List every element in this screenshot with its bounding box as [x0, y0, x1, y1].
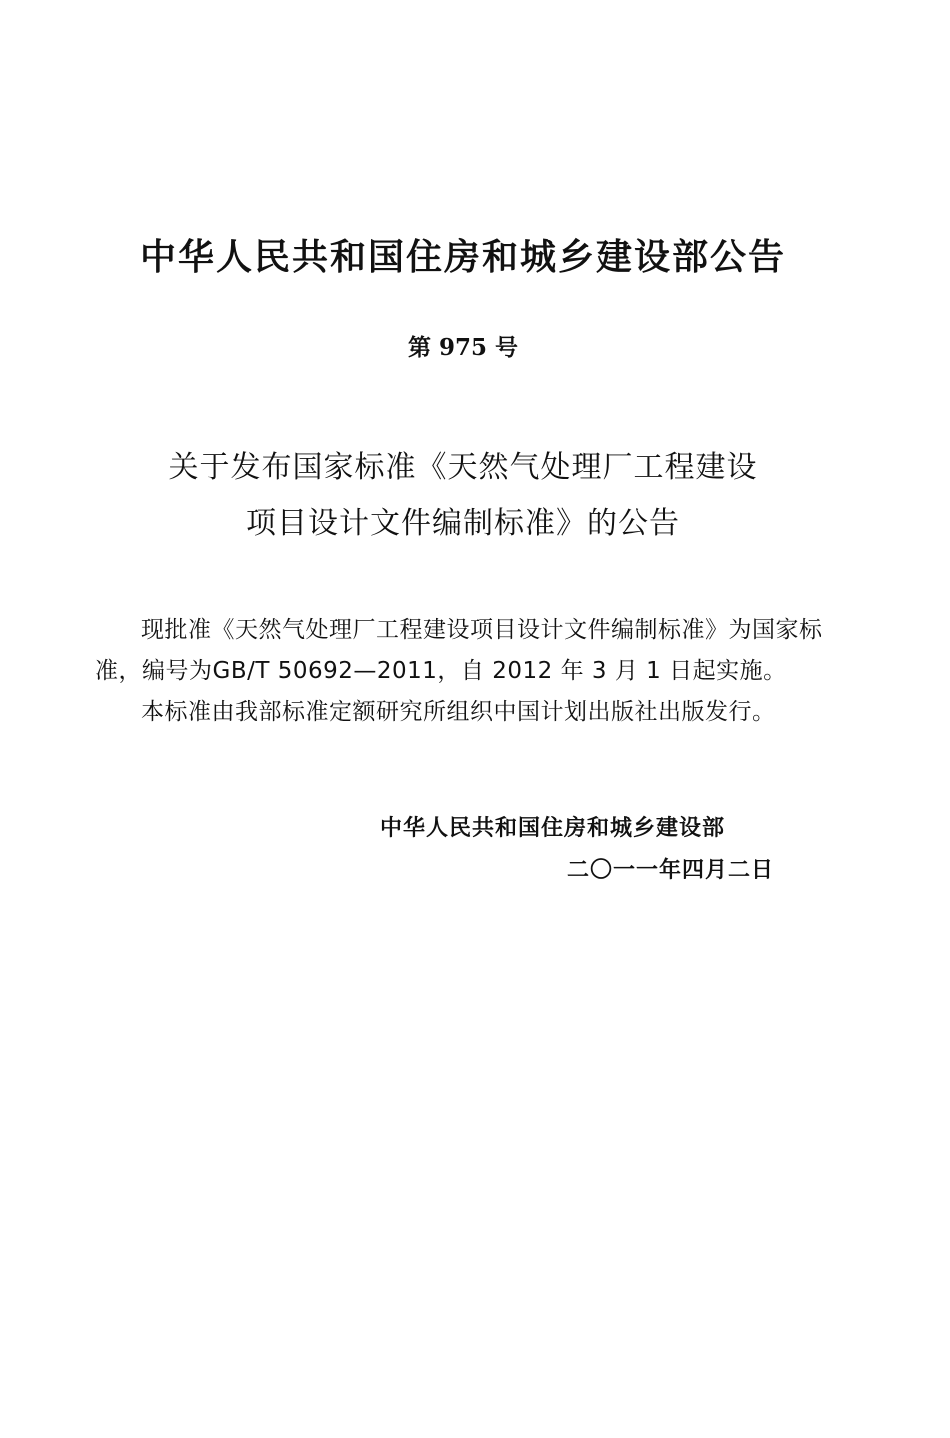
ministry-announcement-title: 中华人民共和国住房和城乡建设部公告: [139, 237, 786, 278]
announcement-subject: [0, 440, 926, 552]
issue-date: 二〇一一年四月二日: [566, 858, 774, 883]
subject-line-1: 关于发布国家标准《天然气处理厂工程建设: [168, 450, 758, 485]
body-paragraph-approval: 现批准《天然气处理厂工程建设项目设计文件编制标准》为国家标准，编号为GB/T 50692—2011，自 2012 年 3 月 1 日起实施。: [95, 617, 823, 684]
signature-block: [380, 808, 780, 892]
notice-number: 第 975 号: [407, 334, 519, 361]
subject-line-2: 项目设计文件编制标准》的公告: [246, 506, 680, 541]
announcement-body: [95, 610, 835, 733]
issuing-organization: 中华人民共和国住房和城乡建设部: [380, 816, 726, 841]
body-paragraph-publication: 本标准由我部标准定额研究所组织中国计划出版社出版发行。: [141, 699, 776, 725]
